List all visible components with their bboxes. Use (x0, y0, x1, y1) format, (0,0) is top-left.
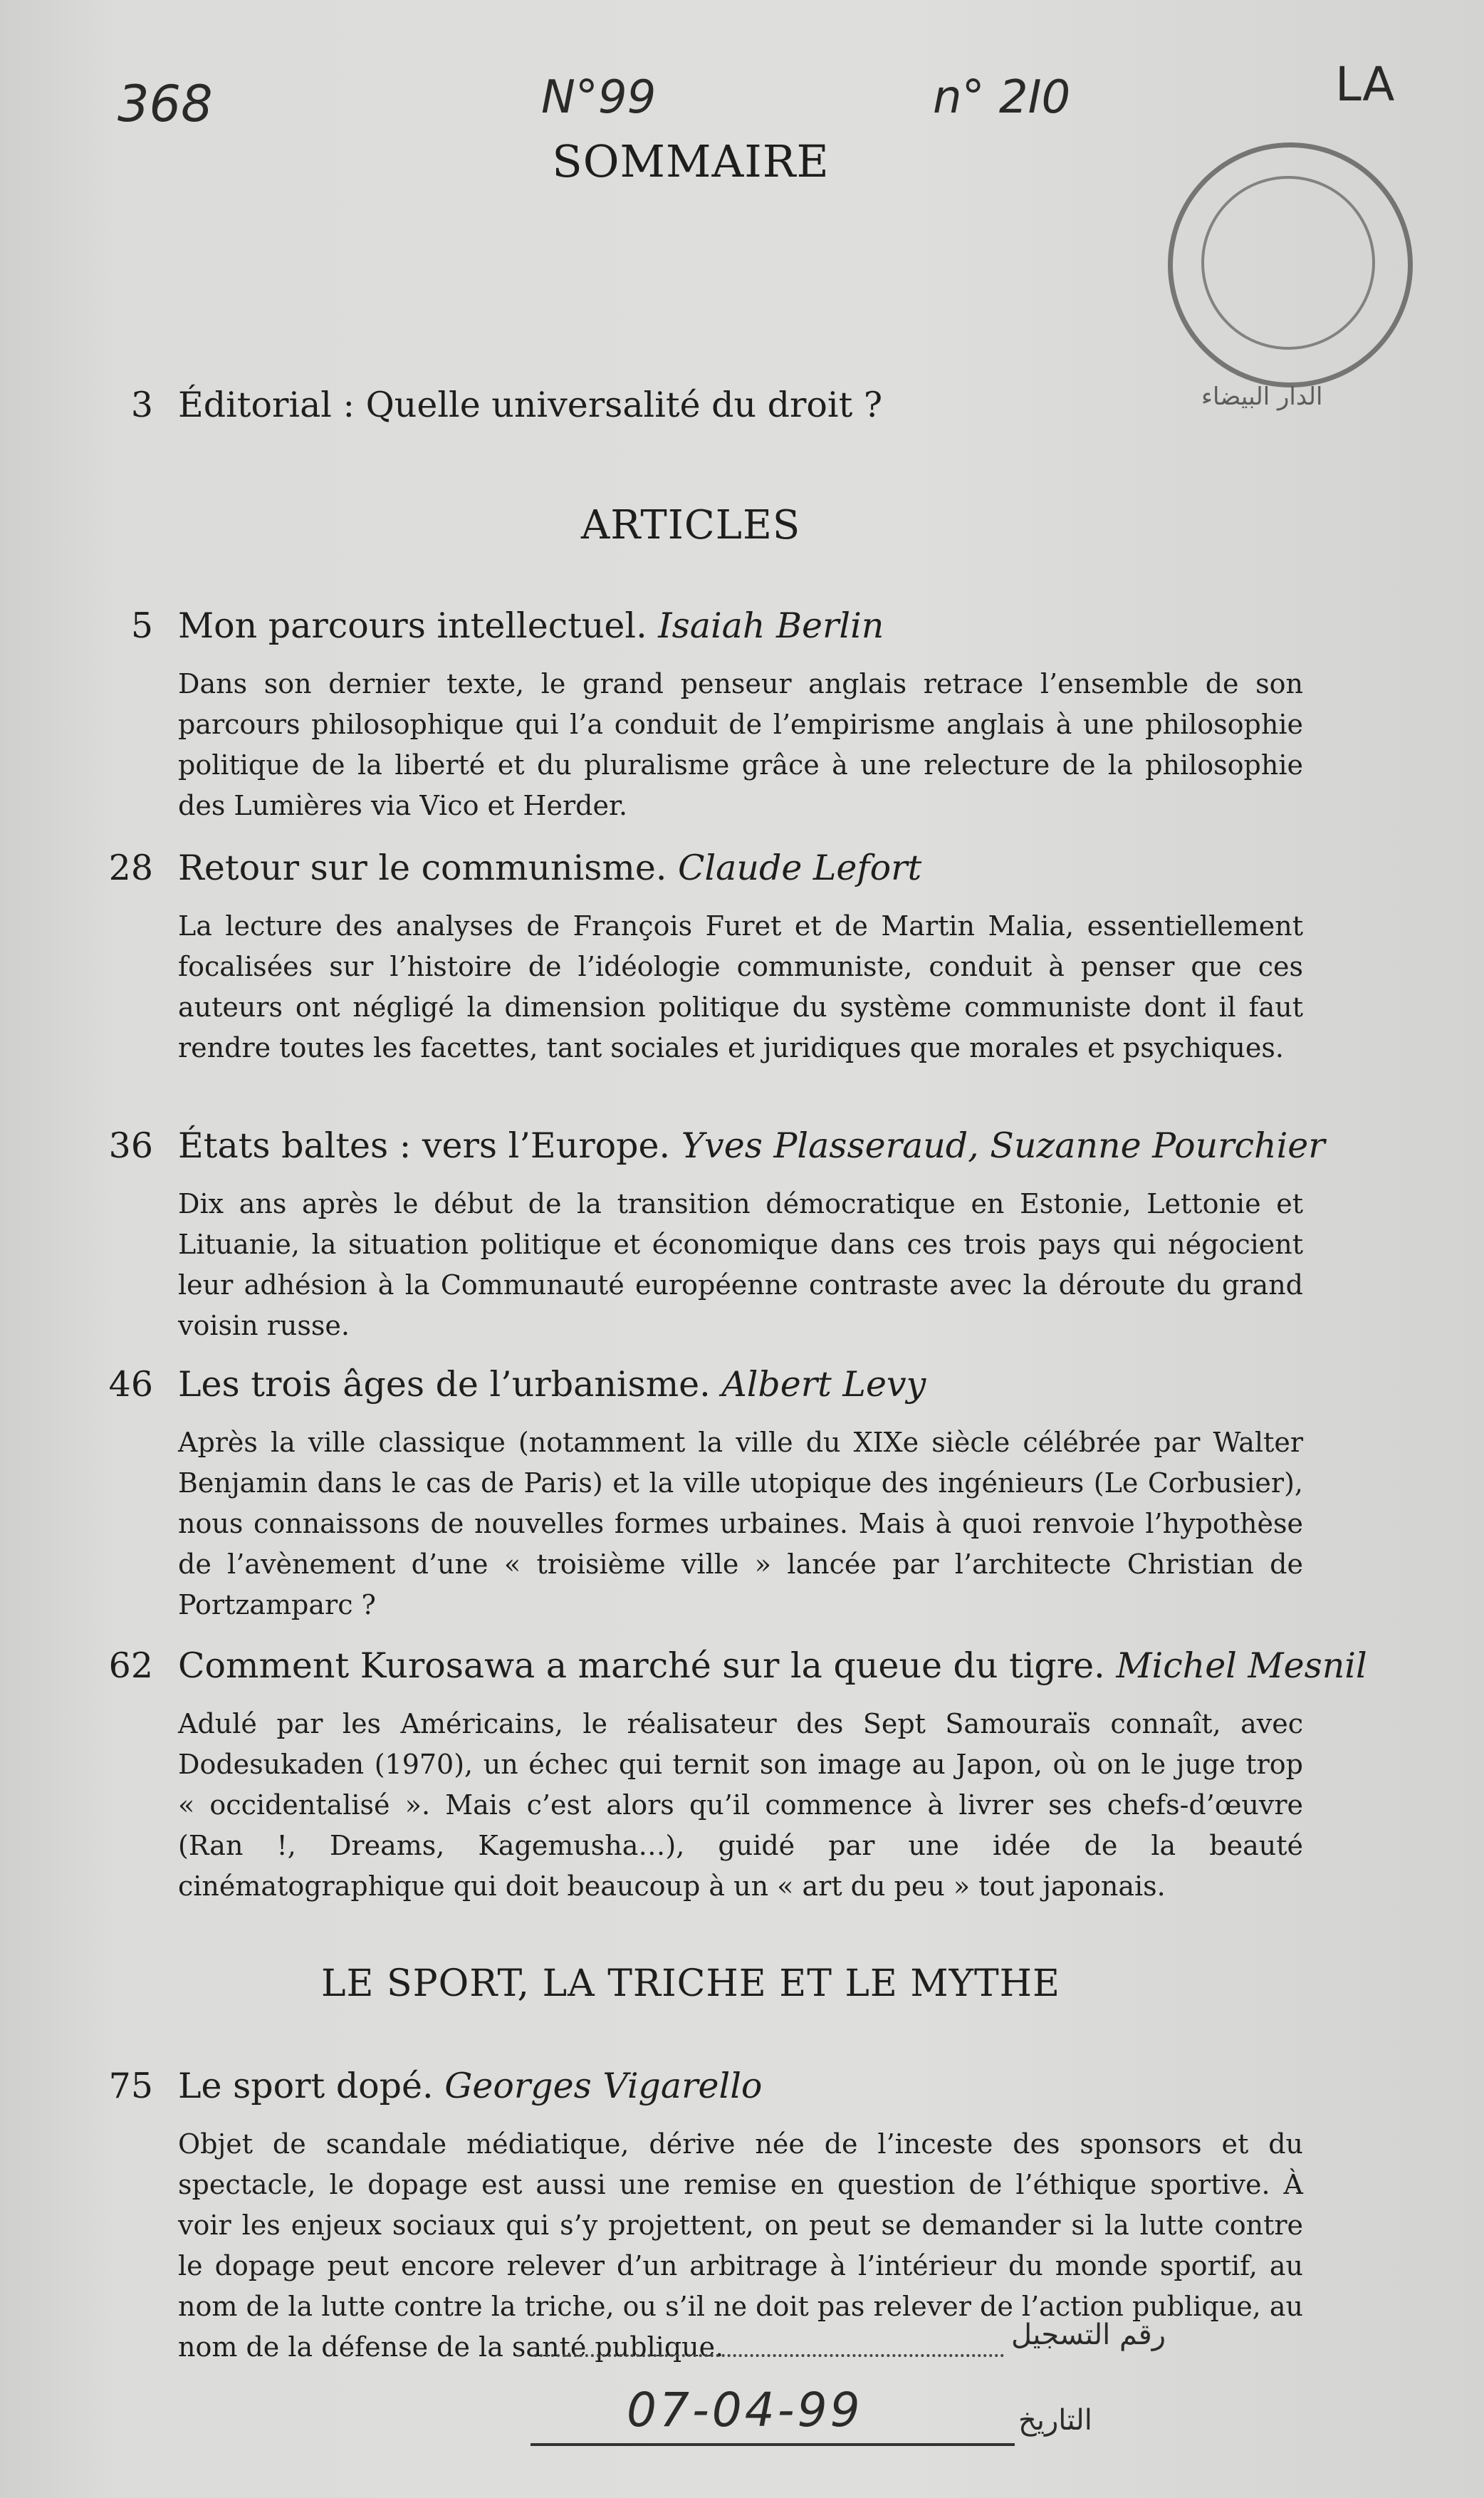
article-summary: Après la ville classique (notamment la ville du XIXe siècle célébrée par Walter Benjamin dans le cas de Paris) et la ville utopique des ingénieurs (Le Corbusier), nous connaissons de nouvelles formes urbaines. Mais à quoi renvoie l’hypothèse de l’avènement d’une « troisième ville » lancée par l’architecte Christian de Portzamparc ? (178, 1427, 1303, 1620)
article-summary: Objet de scandale médiatique, dérive née de l’inceste des sponsors et du spectacle, le dopage est aussi une remise en question de l’éthique sportive. À voir les enjeux sociaux qui s’y projettent, on peut se demander si la lutte contre le dopage peut encore relever d’un arbitrage à l’intérieur du monde sportif, au nom de la lutte contre la triche, ou s’il ne doit pas relever de l’action publique, au nom de la défense de la santé publique. (178, 2128, 1303, 2363)
date-label: التاريخ (1018, 2404, 1092, 2437)
articles-heading: ARTICLES (580, 502, 801, 548)
page-title: SOMMAIRE (552, 135, 830, 187)
stamp-text: الدار البيضاء (1201, 382, 1323, 411)
date-line (531, 2443, 1015, 2446)
toc-page-number: 62 (108, 1645, 153, 1686)
article-title: Les trois âges de l’urbanisme. (178, 1364, 711, 1405)
article-summary: Adulé par les Américains, le réalisateur des Sept Samouraïs connaît, avec Dodesukaden (1970), un échec qui ternit son image au Japon, où on le juge trop « occidentalisé ». Mais c’est alors qu’il commence à livrer ses chefs-d’œuvre (Ran !, Dreams, Kagemusha…), guidé par une idée de la beauté cinématographique qui doit beaucoup à un « art du peu » tout japonais. (178, 1708, 1303, 1902)
article-summary: Dix ans après le début de la transition démocratique en Estonie, Lettonie et Lituanie, la situation politique et économique dans ces trois pays qui négocient leur adhésion à la Communauté européenne contraste avec la déroute du grand voisin russe. (178, 1188, 1303, 1341)
article-author: Yves Plasseraud, Suzanne Pourchier (681, 1125, 1325, 1166)
handwritten-initials: LA (1335, 57, 1395, 112)
toc-page-number: 5 (130, 605, 153, 646)
article-title: Mon parcours intellectuel. (178, 605, 647, 646)
toc-page-number: 46 (108, 1364, 153, 1405)
toc-entry-title: Éditorial : Quelle universalité du droit ? (178, 385, 883, 425)
article-author: Albert Levy (721, 1364, 926, 1405)
article-author: Georges Vigarello (444, 2066, 763, 2106)
article-author: Michel Mesnil (1116, 1645, 1367, 1686)
toc-entry-heading (178, 605, 884, 646)
article-author: Isaiah Berlin (658, 605, 884, 646)
toc-entry-heading (178, 848, 921, 888)
article-title: États baltes : vers l’Europe. (178, 1125, 671, 1166)
toc-entry-heading (178, 1364, 926, 1405)
toc-entry-heading (178, 2066, 762, 2106)
handwritten-reference: N°99 (541, 71, 657, 124)
registration-date: 07-04-99 (627, 2383, 863, 2437)
article-title: Retour sur le communisme. (178, 848, 667, 888)
handwritten-page-number: 368 (117, 75, 213, 133)
article-author: Claude Lefort (678, 848, 922, 888)
toc-entry-heading (178, 1125, 1325, 1166)
article-title: Le sport dopé. (178, 2066, 434, 2106)
toc-page-number: 28 (108, 848, 153, 888)
article-summary: Dans son dernier texte, le grand penseur anglais retrace l’ensemble de son parcours philosophique qui l’a conduit de l’empirisme anglais à une philosophie politique de la liberté et du pluralisme grâce à une relecture de la philosophie des Lumières via Vico et Herder. (178, 668, 1303, 821)
article-title: Comment Kurosawa a marché sur la queue du tigre. (178, 1645, 1105, 1686)
toc-page-number: 75 (108, 2066, 153, 2106)
registration-label: رقم التسجيل (1011, 2319, 1166, 2351)
article-summary: La lecture des analyses de François Furet et de Martin Malia, essentiellement focalisées sur l’histoire de l’idéologie communiste, conduit à penser que ces auteurs ont négligé la dimension politique du système communiste dont il faut rendre toutes les facettes, tant sociales et juridiques que morales et psychiques. (178, 910, 1303, 1063)
section-heading: LE SPORT, LA TRICHE ET LE MYTHE (321, 1962, 1060, 2005)
library-stamp (1168, 142, 1413, 411)
toc-page-number: 3 (130, 385, 153, 425)
toc-entry-heading (178, 1645, 1367, 1686)
stamp-inner-ring (1201, 176, 1375, 350)
handwritten-issue: n° 2I0 (933, 71, 1071, 124)
registration-line (534, 2354, 1004, 2357)
toc-page-number: 36 (108, 1125, 153, 1166)
